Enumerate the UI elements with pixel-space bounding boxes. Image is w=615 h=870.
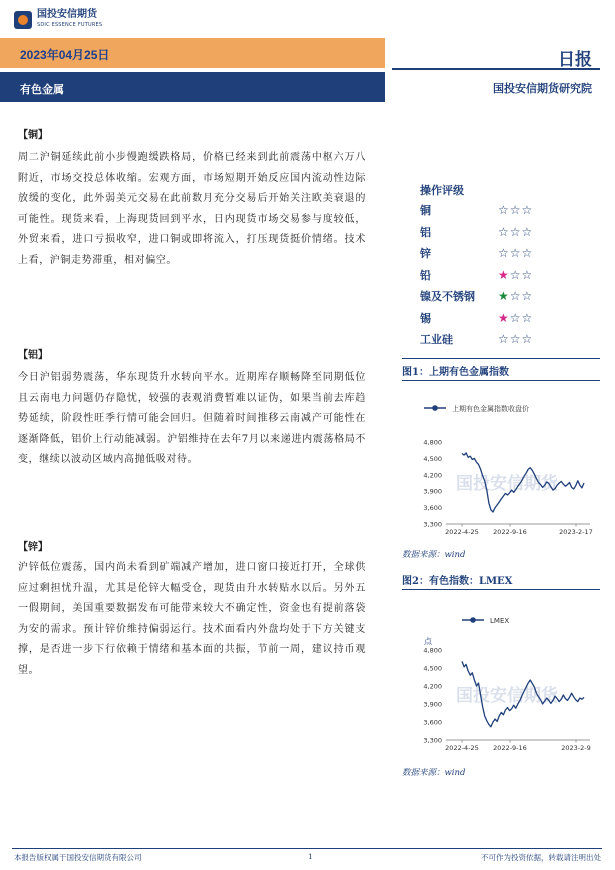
section-body-aluminum: 今日沪铝弱势震荡，华东现货升水转向平水。近期库存顺畅降至同期低位且云南电力问题仍存隐忧，较强的表观消费暂难以证伪，如果当前去库趋势延续，阶段性旺季行情可能会回归。但随着时间推移云南减产可能性在逐渐降低，铝价上行动能减弱。沪铝维持在去年7月以来递进内震荡格局不变，继续以波动区域内高抛低吸对待。 bbox=[18, 372, 366, 466]
category-bar bbox=[0, 72, 385, 102]
rating-row bbox=[420, 308, 570, 328]
x-tick-label: 2022-4-25 bbox=[445, 744, 479, 752]
rating-row bbox=[420, 222, 570, 242]
rating-row bbox=[420, 265, 570, 285]
rating-stars bbox=[498, 203, 533, 217]
rating-name: 锡 bbox=[420, 311, 431, 325]
section-head-copper: 【铜】 bbox=[18, 130, 48, 141]
rating-name: 铝 bbox=[420, 225, 431, 239]
x-tick-label: 2022-9-16 bbox=[493, 744, 527, 752]
star-empty-icon: ☆ bbox=[521, 310, 534, 325]
report-date: 2023年04月25日 bbox=[20, 48, 110, 62]
figure1-top-rule bbox=[402, 358, 600, 359]
y-tick-label: 4,500 bbox=[423, 664, 442, 673]
star-empty-icon: ☆ bbox=[521, 289, 534, 303]
section-head-aluminum: 【铝】 bbox=[18, 350, 48, 361]
rating-stars bbox=[498, 311, 533, 325]
rating-name: 锌 bbox=[420, 247, 431, 260]
rating-row bbox=[420, 286, 570, 306]
y-tick-label: 3,900 bbox=[423, 487, 442, 496]
logo-mark-icon bbox=[14, 11, 32, 29]
y-tick-label: 3,300 bbox=[423, 520, 442, 529]
star-filled-icon: ★ bbox=[498, 267, 510, 282]
rating-row bbox=[420, 200, 570, 220]
rating-title: 操作评级 bbox=[420, 184, 464, 197]
star-empty-icon: ☆ bbox=[509, 224, 522, 239]
star-empty-icon: ☆ bbox=[521, 267, 534, 282]
star-empty-icon: ☆ bbox=[521, 203, 534, 217]
company-logo bbox=[14, 8, 102, 32]
rating-row bbox=[420, 243, 570, 263]
rating-row bbox=[420, 329, 570, 349]
section-body-copper: 周二沪铜延续此前小步慢跑缓跌格局，价格已经来到此前震荡中枢六万八附近，市场交投总体收缩。宏观方面，市场短期开始反应国内流动性边际放缓的变化，此外弱美元交易在此前数月充分交易后开始关注欧美衰退的可能性。现货来看，上海现货回到平水，日内现货市场交易参与度较低，外贸来看，进口亏损收窄，进口铜或即将流入，打压现货挺价情绪。技术上看，沪铜走势滞重，相对偏空。 bbox=[18, 152, 366, 266]
star-empty-icon: ☆ bbox=[521, 332, 534, 346]
figure2-chart bbox=[402, 598, 600, 758]
rating-stars bbox=[498, 246, 533, 260]
logo-text: 国投安信期货 bbox=[37, 9, 97, 20]
legend-label: 上期有色金属指数收盘价 bbox=[452, 405, 529, 413]
x-tick-label: 2023-2-17 bbox=[559, 528, 593, 536]
star-empty-icon: ☆ bbox=[498, 246, 510, 260]
rating-stars bbox=[498, 332, 533, 346]
rating-stars bbox=[498, 289, 533, 303]
y-tick-label: 4,200 bbox=[423, 682, 442, 691]
rating-name: 工业硅 bbox=[420, 333, 453, 346]
rating-stars bbox=[498, 225, 533, 239]
figure1-chart bbox=[402, 386, 600, 544]
date-bar bbox=[0, 38, 385, 68]
rating-stars bbox=[498, 268, 533, 282]
legend-marker bbox=[470, 617, 476, 623]
y-tick-label: 3,600 bbox=[423, 718, 442, 727]
section-head-zinc: 【锌】 bbox=[18, 542, 48, 553]
star-empty-icon: ☆ bbox=[521, 224, 534, 239]
footer-page-number: 1 bbox=[308, 852, 313, 861]
logo-subtext: SDIC ESSENCE FUTURES bbox=[37, 22, 103, 28]
footer-disclaimer: 不可作为投资依据，转载请注明出处 bbox=[481, 853, 601, 862]
y-tick-label: 4,800 bbox=[423, 438, 442, 447]
y-tick-label: 3,900 bbox=[423, 700, 442, 709]
y-tick-label: 4,200 bbox=[423, 471, 442, 480]
x-tick-label: 2022-4-25 bbox=[445, 528, 479, 536]
series-line bbox=[462, 661, 584, 726]
star-empty-icon: ☆ bbox=[509, 267, 522, 282]
star-empty-icon: ☆ bbox=[498, 224, 510, 239]
y-axis-unit: 点 bbox=[424, 637, 432, 646]
star-empty-icon: ☆ bbox=[509, 310, 522, 325]
legend-label: LMEX bbox=[490, 617, 510, 625]
y-tick-label: 3,300 bbox=[423, 736, 442, 745]
star-filled-icon: ★ bbox=[498, 310, 510, 325]
rating-name: 镍及不锈钢 bbox=[420, 290, 475, 303]
footer-copyright: 本报告版权属于国投安信期货有限公司 bbox=[14, 853, 142, 862]
star-empty-icon: ☆ bbox=[498, 332, 510, 346]
report-type: 日报 bbox=[558, 50, 592, 70]
figure1-title: 图1：上期有色金属指数 bbox=[402, 367, 509, 378]
star-empty-icon: ☆ bbox=[509, 332, 522, 346]
report-type-area bbox=[392, 38, 600, 70]
y-tick-label: 3,600 bbox=[423, 504, 442, 513]
figure2-source: 数据来源：wind bbox=[402, 768, 466, 778]
star-empty-icon: ☆ bbox=[498, 203, 510, 217]
x-tick-label: 2023-2-9 bbox=[561, 744, 591, 752]
watermark: 国投安信期货 bbox=[456, 686, 558, 706]
star-empty-icon: ☆ bbox=[509, 246, 522, 260]
x-tick-label: 2022-9-16 bbox=[493, 528, 527, 536]
star-empty-icon: ☆ bbox=[509, 289, 522, 303]
institute-name: 国投安信期货研究院 bbox=[493, 82, 592, 95]
footer-rule bbox=[12, 848, 602, 849]
y-tick-label: 4,500 bbox=[423, 454, 442, 463]
report-category: 有色金属 bbox=[20, 83, 64, 96]
watermark: 国投安信期货 bbox=[456, 474, 558, 494]
y-tick-label: 4,800 bbox=[423, 646, 442, 655]
figure2-title: 图2：有色指数：LMEX bbox=[402, 576, 513, 587]
legend-marker bbox=[432, 405, 438, 411]
rating-name: 铅 bbox=[420, 268, 431, 282]
rating-name: 铜 bbox=[420, 204, 431, 217]
star-empty-icon: ☆ bbox=[521, 246, 534, 260]
star-filled-icon: ★ bbox=[498, 289, 510, 303]
section-body-zinc: 沪锌低位震荡，国内尚未看到矿端减产增加，进口窗口接近打开，全球供应过剩担忧升温，尤其是伦锌大幅受仓，现货由升水转贴水以后。另外五一假期间，美国重要数据发布可能带来较大不确定性，资金也有提前落袋为安的需求。预计锌价维持偏弱运行。技术面看内外盘均处于下方关键支撑，是否进一步下行依赖于情绪和基本面的共振，节前一周，建议持币观望。 bbox=[18, 562, 366, 676]
figure2-title-rule bbox=[402, 589, 600, 590]
figure1-source: 数据来源：wind bbox=[402, 550, 466, 560]
star-empty-icon: ☆ bbox=[509, 203, 522, 217]
figure1-title-rule bbox=[402, 380, 600, 381]
